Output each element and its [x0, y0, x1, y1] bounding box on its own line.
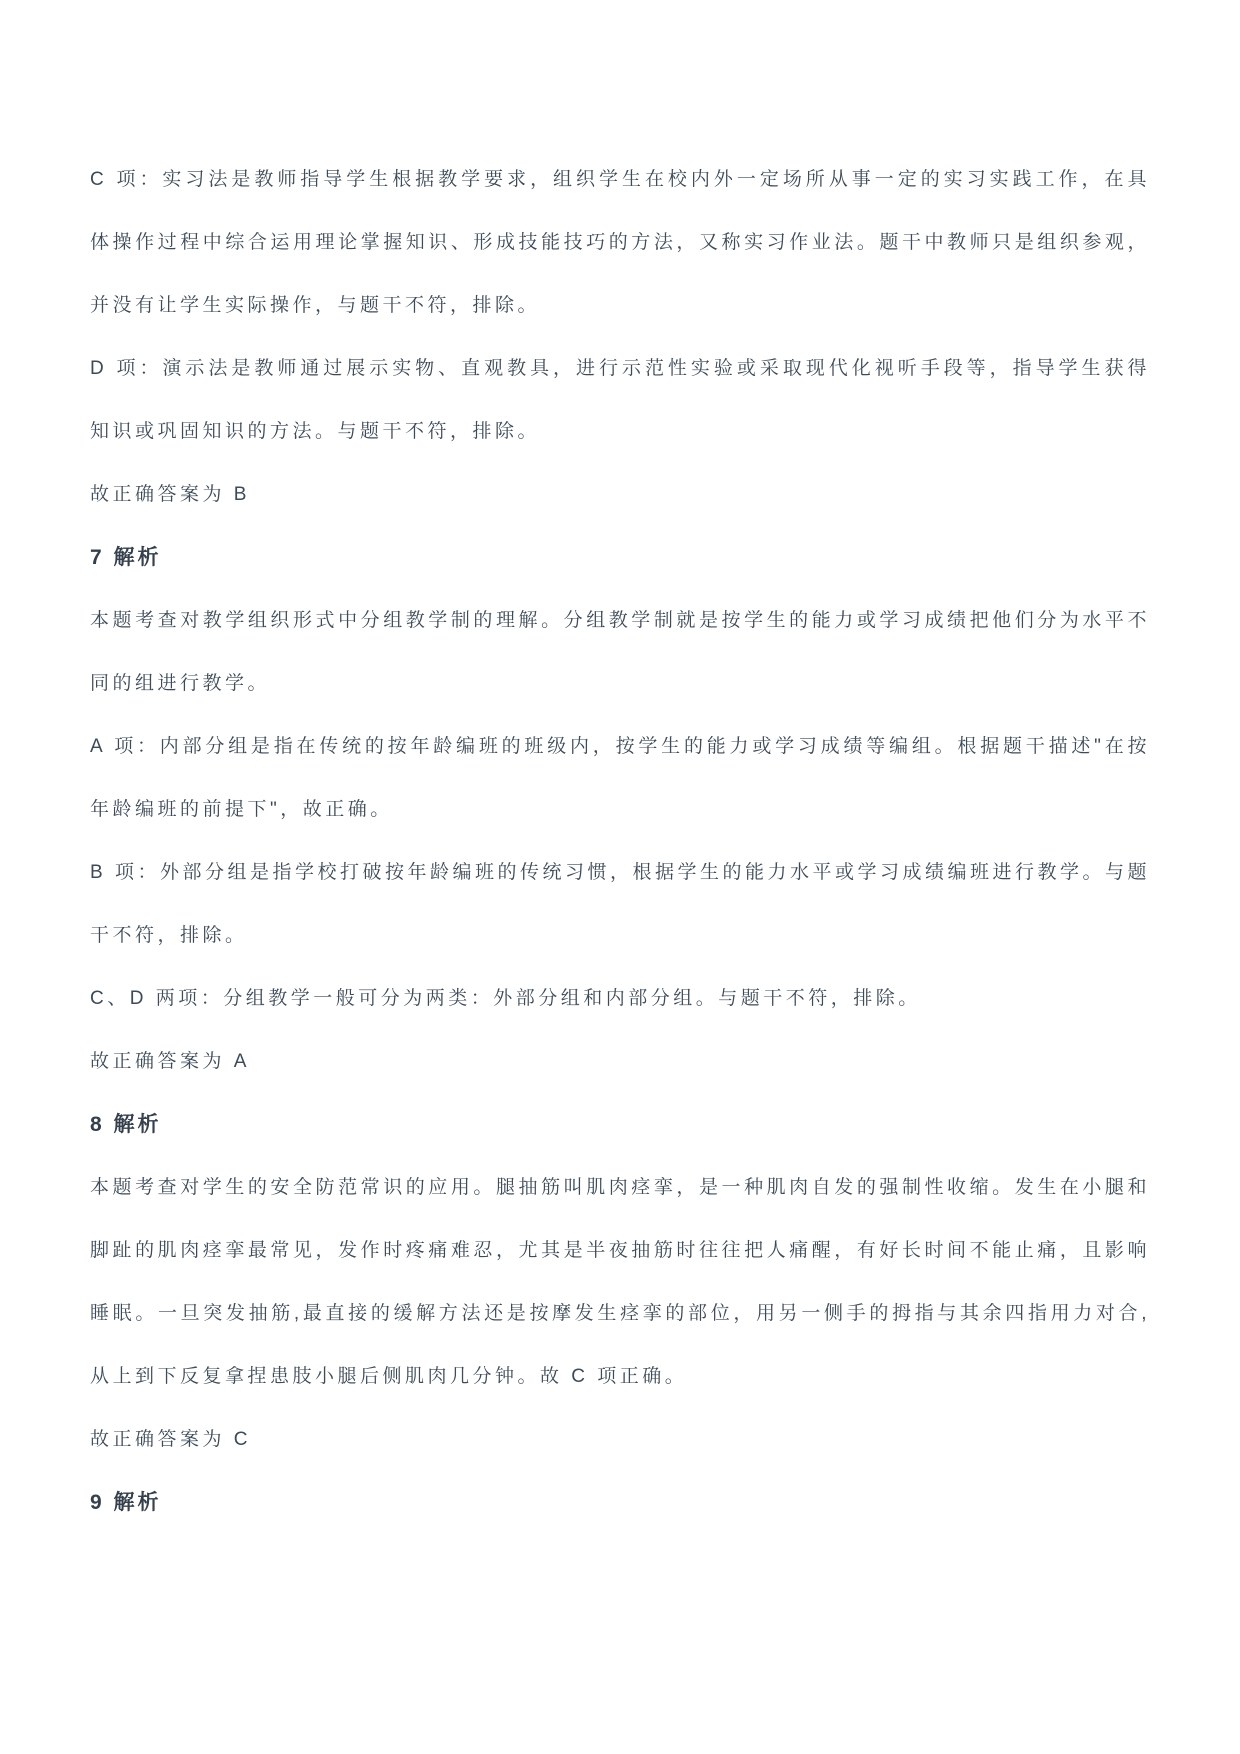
option-b-analysis-paragraph: B 项：外部分组是指学校打破按年龄编班的传统习惯，根据学生的能力水平或学习成绩编班进行教学。与题干不符，排除。	[90, 862, 1150, 946]
question-7-overview-paragraph: 本题考查对教学组织形式中分组教学制的理解。分组教学制就是按学生的能力或学习成绩把他们分为水平不同的组进行教学。	[90, 610, 1150, 694]
option-c-analysis-paragraph: C 项：实习法是教师指导学生根据教学要求，组织学生在校内外一定场所从事一定的实习实践工作，在具体操作过程中综合运用理论掌握知识、形成技能技巧的方法，又称实习作业法。题干中教师只是组织参观，并没有让学生实际操作，与题干不符，排除。	[90, 169, 1150, 316]
section-heading-q9: 9 解析	[90, 1491, 162, 1514]
section-heading-q7: 7 解析	[90, 546, 162, 569]
answer-statement-q6: 故正确答案为 B	[90, 484, 250, 505]
question-8-analysis-paragraph: 本题考查对学生的安全防范常识的应用。腿抽筋叫肌肉痉挛，是一种肌肉自发的强制性收缩。发生在小腿和脚趾的肌肉痉挛最常见，发作时疼痛难忍，尤其是半夜抽筋时往往把人痛醒，有好长时间不能止痛，且影响睡眠。一旦突发抽筋,最直接的缓解方法还是按摩发生痉挛的部位，用另一侧手的拇指与其余四指用力对合,从上到下反复拿捏患肢小腿后侧肌肉几分钟。故 C 项正确。	[90, 1177, 1150, 1387]
option-cd-analysis-paragraph: C、D 两项：分组教学一般可分为两类：外部分组和内部分组。与题干不符，排除。	[90, 988, 921, 1009]
answer-statement-q8: 故正确答案为 C	[90, 1429, 252, 1450]
option-d-analysis-paragraph: D 项：演示法是教师通过展示实物、直观教具，进行示范性实验或采取现代化视听手段等，指导学生获得知识或巩固知识的方法。与题干不符，排除。	[90, 358, 1150, 442]
option-a-analysis-paragraph: A 项：内部分组是指在传统的按年龄编班的班级内，按学生的能力或学习成绩等编组。根据题干描述"在按年龄编班的前提下"，故正确。	[90, 736, 1150, 820]
section-heading-q8: 8 解析	[90, 1113, 162, 1136]
answer-statement-q7: 故正确答案为 A	[90, 1051, 250, 1072]
